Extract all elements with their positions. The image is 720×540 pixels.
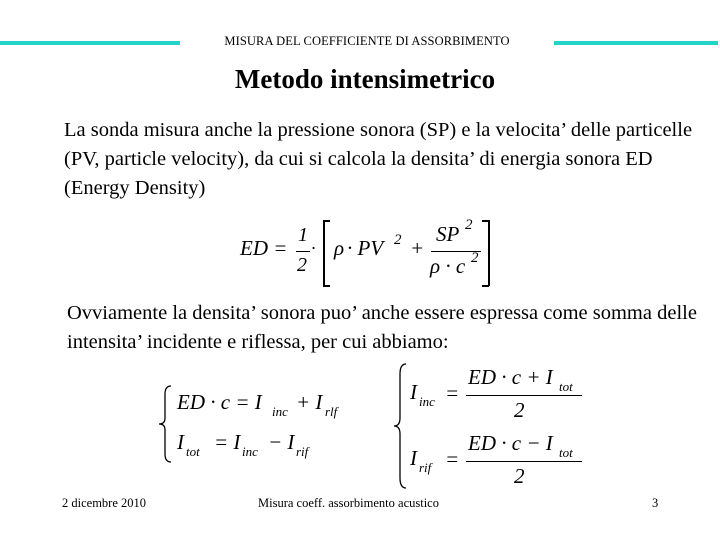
system2-eq2-num-sub: tot [559,445,573,460]
system2-eq2-lhs-sub: rif [419,460,432,475]
bracket-left [323,220,325,286]
system2-eq2-num: ED · c − I [468,431,553,455]
footer-page-number: 3 [652,496,659,510]
formula-half-den: 2 [297,254,307,276]
brace-left-system2 [392,362,408,490]
bracket-right-bottom [482,285,489,287]
system2-eq1-den: 2 [514,398,525,422]
system2-eq1-lhs: I [410,380,417,404]
system1-eq2-lhs-sub: tot [186,444,200,459]
paragraph-intensity-sum: Ovviamente la densita’ sonora puo’ anche essere espressa come somma delle intensita’ incidente e riflessa, per cui abbiamo: [67,302,697,353]
system2-eq2-den: 2 [514,464,525,488]
bracket-right [488,220,490,286]
system2-eq1-num-sub: tot [559,379,573,394]
system1-eq1-lhs-sub: inc [272,404,288,419]
formula-sp: SP [436,222,460,246]
formula-sp-exp: 2 [465,217,473,233]
system1-eq1-lhs: ED · c = I [177,390,262,414]
formula-pv-exp: 2 [394,232,402,248]
system1-eq2-lhs: I [177,430,184,454]
formula-pv: · PV [347,236,384,260]
system1-eq2-minus: − I [268,430,295,454]
system2-eq1-num: ED · c + I [468,365,553,389]
header-rule-right [554,41,718,45]
system2-eq1-eq: = [445,381,460,405]
bracket-left-bottom [323,285,330,287]
system2-eq2-eq: = [445,447,460,471]
system2-eq2-bar [466,461,582,462]
system1-eq2-rhs-sub: rif [296,444,309,459]
formula-den: ρ · c [430,254,466,278]
system2-eq1-lhs-sub: inc [419,394,435,409]
footer-title: Misura coeff. assorbimento acustico [258,496,439,510]
header-title: MISURA DEL COEFFICIENTE DI ASSORBIMENTO [224,34,510,48]
bracket-left-top [323,220,330,222]
formula-lhs: ED = [240,236,288,260]
system2-eq1-bar [466,395,582,396]
bracket-right-top [482,220,489,222]
system1-eq2-mid-sub: inc [242,444,258,459]
paragraph-energy-density: La sonda misura anche la pressione sonora (SP) e la velocita’ delle particelle (PV, particle velocity), da cui si calcola la densita’ di energia sonora ED (Energy Density) [64,119,693,199]
formula-half-bar [296,251,310,252]
formula-den-exp: 2 [471,250,479,266]
slide-title: Metodo intensimetrico [234,64,496,94]
header-rule-left [0,41,180,45]
formula-half-num: 1 [298,224,308,246]
brace-left-system1 [157,384,173,464]
system1-eq1-rhs-sub: rlf [325,404,338,419]
system1-eq2-eq: = I [214,430,241,454]
system1-eq1-plus: + I [296,390,323,414]
footer-date: 2 dicembre 2010 [62,496,147,510]
formula-dot: · [311,238,316,258]
formula-rho: ρ [334,236,345,260]
system2-eq2-lhs: I [410,446,417,470]
formula-plus: + [410,236,425,260]
